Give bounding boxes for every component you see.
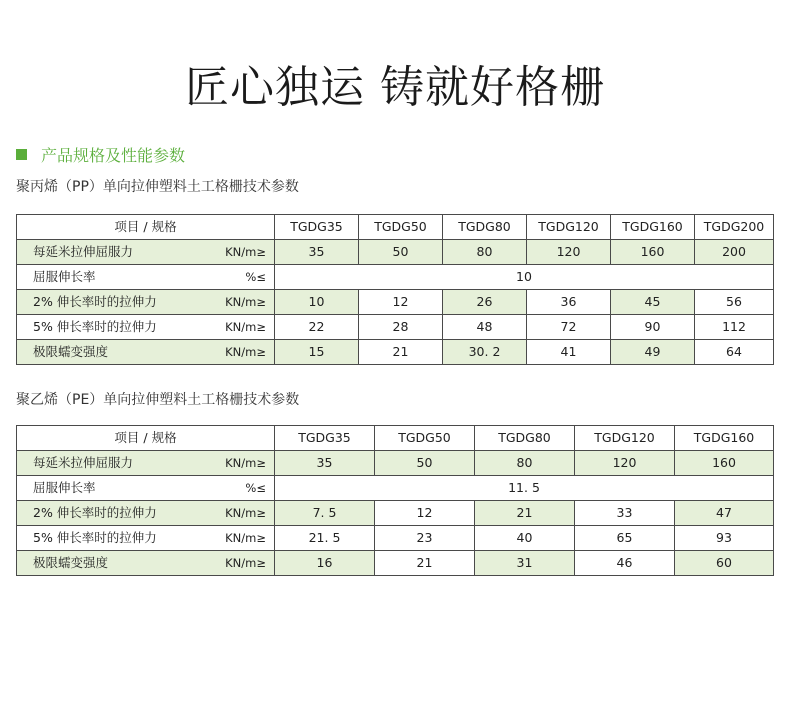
- value-cell: 49: [611, 340, 695, 365]
- table-row: [17, 476, 774, 501]
- header-label: 项目 / 规格: [17, 215, 275, 240]
- table-row: [17, 551, 774, 576]
- table-header-row: [17, 426, 774, 451]
- value-cell: 56: [695, 290, 774, 315]
- model-header: TGDG80: [475, 426, 575, 451]
- value-cell: 36: [527, 290, 611, 315]
- row-name: 屈服伸长率: [33, 269, 96, 284]
- row-unit: %≤: [245, 481, 266, 495]
- table-header-row: [17, 215, 774, 240]
- value-cell: 112: [695, 315, 774, 340]
- model-header: TGDG80: [443, 215, 527, 240]
- table-row: [17, 501, 774, 526]
- page-title: 匠心独运 铸就好格栅: [185, 62, 605, 113]
- row-label: [17, 526, 275, 551]
- row-label: [17, 340, 275, 365]
- row-label: [17, 451, 275, 476]
- value-cell: 50: [375, 451, 475, 476]
- value-cell: 93: [675, 526, 774, 551]
- value-cell: 50: [359, 240, 443, 265]
- row-unit: KN/m≥: [225, 456, 266, 470]
- row-unit: %≤: [245, 270, 266, 284]
- row-name: 每延米拉伸屈服力: [33, 455, 134, 470]
- section-heading: [16, 144, 185, 164]
- model-header: TGDG35: [275, 426, 375, 451]
- value-cell: 40: [475, 526, 575, 551]
- row-name: 屈服伸长率: [33, 480, 96, 495]
- model-header: TGDG160: [675, 426, 774, 451]
- value-cell: 10: [275, 290, 359, 315]
- value-cell: 22: [275, 315, 359, 340]
- value-cell: 26: [443, 290, 527, 315]
- model-header: TGDG200: [695, 215, 774, 240]
- table-row: [17, 340, 774, 365]
- value-cell: 41: [527, 340, 611, 365]
- pe-spec-table: [16, 425, 774, 576]
- table-row: [17, 265, 774, 290]
- model-header: TGDG160: [611, 215, 695, 240]
- table-row: [17, 526, 774, 551]
- value-cell: 31: [475, 551, 575, 576]
- value-cell: 80: [443, 240, 527, 265]
- value-cell: 200: [695, 240, 774, 265]
- value-cell: 160: [675, 451, 774, 476]
- row-name: 极限蠕变强度: [33, 344, 109, 359]
- row-label: [17, 551, 275, 576]
- value-cell: 120: [575, 451, 675, 476]
- model-header: TGDG50: [375, 426, 475, 451]
- value-cell: 45: [611, 290, 695, 315]
- row-label: [17, 290, 275, 315]
- pp-table-title: 聚丙烯（PP）单向拉伸塑料土工格栅技术参数: [16, 179, 299, 195]
- value-cell: 21: [475, 501, 575, 526]
- row-unit: KN/m≥: [225, 506, 266, 520]
- model-header: TGDG35: [275, 215, 359, 240]
- value-cell: 35: [275, 451, 375, 476]
- row-name: 极限蠕变强度: [33, 555, 109, 570]
- value-cell: 80: [475, 451, 575, 476]
- value-cell: 21. 5: [275, 526, 375, 551]
- row-label: [17, 315, 275, 340]
- section-heading-text: 产品规格及性能参数: [41, 145, 186, 165]
- value-cell: 64: [695, 340, 774, 365]
- value-cell: 160: [611, 240, 695, 265]
- row-unit: KN/m≥: [225, 531, 266, 545]
- row-name: 每延米拉伸屈服力: [33, 244, 134, 259]
- value-cell: 46: [575, 551, 675, 576]
- value-cell: 15: [275, 340, 359, 365]
- row-unit: KN/m≥: [225, 556, 266, 570]
- green-square-icon: [16, 149, 27, 160]
- row-label: [17, 265, 275, 290]
- value-cell: 28: [359, 315, 443, 340]
- value-cell: 23: [375, 526, 475, 551]
- value-cell: 30. 2: [443, 340, 527, 365]
- merged-value-cell: 10: [275, 265, 774, 290]
- value-cell: 12: [359, 290, 443, 315]
- row-name: 2% 伸长率时的拉伸力: [33, 294, 157, 309]
- table-row: [17, 240, 774, 265]
- row-name: 5% 伸长率时的拉伸力: [33, 319, 157, 334]
- row-unit: KN/m≥: [225, 345, 266, 359]
- value-cell: 48: [443, 315, 527, 340]
- value-cell: 72: [527, 315, 611, 340]
- value-cell: 21: [375, 551, 475, 576]
- table-row: [17, 290, 774, 315]
- row-name: 2% 伸长率时的拉伸力: [33, 505, 157, 520]
- value-cell: 47: [675, 501, 774, 526]
- value-cell: 35: [275, 240, 359, 265]
- value-cell: 65: [575, 526, 675, 551]
- header-label: 项目 / 规格: [17, 426, 275, 451]
- row-label: [17, 240, 275, 265]
- value-cell: 21: [359, 340, 443, 365]
- row-label: [17, 501, 275, 526]
- value-cell: 120: [527, 240, 611, 265]
- table-row: [17, 451, 774, 476]
- value-cell: 16: [275, 551, 375, 576]
- value-cell: 90: [611, 315, 695, 340]
- row-unit: KN/m≥: [225, 320, 266, 334]
- pe-table-title: 聚乙烯（PE）单向拉伸塑料土工格栅技术参数: [16, 392, 300, 408]
- value-cell: 7. 5: [275, 501, 375, 526]
- merged-value-cell: 11. 5: [275, 476, 774, 501]
- row-name: 5% 伸长率时的拉伸力: [33, 530, 157, 545]
- table-row: [17, 315, 774, 340]
- model-header: TGDG120: [575, 426, 675, 451]
- model-header: TGDG120: [527, 215, 611, 240]
- row-unit: KN/m≥: [225, 245, 266, 259]
- pp-spec-table: [16, 214, 774, 365]
- row-unit: KN/m≥: [225, 295, 266, 309]
- row-label: [17, 476, 275, 501]
- model-header: TGDG50: [359, 215, 443, 240]
- value-cell: 60: [675, 551, 774, 576]
- value-cell: 12: [375, 501, 475, 526]
- value-cell: 33: [575, 501, 675, 526]
